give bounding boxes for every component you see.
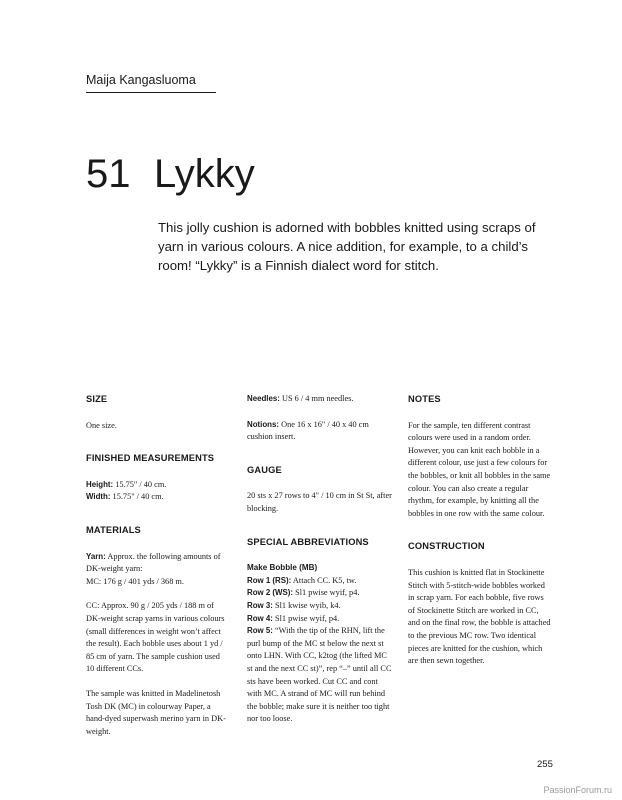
row-label: Row 1 (RS): bbox=[247, 575, 292, 585]
construction-heading: CONSTRUCTION bbox=[408, 541, 485, 552]
watermark: PassionForum.ru bbox=[543, 785, 612, 795]
gauge-text: 20 sts x 27 rows to 4" / 10 cm in St St, after blocking. bbox=[247, 491, 392, 513]
materials-heading: MATERIALS bbox=[86, 524, 141, 535]
row-label: Row 5: bbox=[247, 626, 273, 636]
column-left bbox=[86, 393, 230, 738]
cc-amount: CC: Approx. 90 g / 205 yds / 188 m of DK-weight scrap yarns in various colours (small differences in weight won’t affect the result). Each bobble uses about 1 yd / 85 cm of yarn. The sample cushion used 10 different CCs. bbox=[86, 601, 225, 674]
row-label: Row 2 (WS): bbox=[247, 588, 294, 598]
column-middle bbox=[247, 393, 392, 726]
size-heading: SIZE bbox=[86, 394, 108, 404]
author-name: Maija Kangasluoma bbox=[86, 73, 216, 93]
height-value: 15.75" / 40 cm. bbox=[115, 479, 167, 489]
bobble-row-1 bbox=[247, 575, 392, 588]
yarn-text: Approx. the following amounts of DK-weight yarn: bbox=[86, 551, 221, 574]
size-text: One size. bbox=[86, 420, 117, 430]
abbreviations-heading: SPECIAL ABBREVIATIONS bbox=[247, 536, 369, 547]
width-label: Width: bbox=[86, 492, 111, 502]
needles-label: Needles: bbox=[247, 394, 280, 403]
bobble-row-5 bbox=[247, 625, 392, 726]
needles-text: US 6 / 4 mm needles. bbox=[281, 394, 354, 403]
row-label: Row 3: bbox=[247, 600, 273, 610]
column-right bbox=[408, 393, 552, 668]
notions-label: Notions: bbox=[247, 419, 279, 429]
bobble-row-2 bbox=[247, 587, 392, 600]
yarn-line bbox=[86, 551, 230, 576]
width-line bbox=[86, 491, 230, 504]
sample-yarn: The sample was knitted in Madelinetosh Tosh DK (MC) in colourway Paper, a hand-dyed superwash merino yarn in DK-weight. bbox=[86, 688, 226, 736]
pattern-number: 51 bbox=[86, 152, 131, 196]
notions-text: One 16 x 16" / 40 x 40 cm cushion insert. bbox=[247, 419, 369, 442]
make-bobble-heading: Make Bobble (MB) bbox=[247, 563, 318, 573]
bobble-row-3 bbox=[247, 600, 392, 613]
yarn-label: Yarn: bbox=[86, 551, 106, 561]
height-line bbox=[86, 479, 230, 492]
row-label: Row 4: bbox=[247, 613, 273, 623]
row-text: “With the tip of the RHN, lift the purl bump of the MC st below the next st onto LHN. With CC, k2tog (the lifted MC st and the next CC st)”, rep “–” until all CC sts have been worked. Cut CC and cont with MC. A strand of MC will run behind the bobble; make sure it is neither too tight nor too loose. bbox=[247, 626, 392, 724]
notes-heading: NOTES bbox=[408, 394, 441, 404]
pattern-intro: This jolly cushion is adorned with bobbles knitted using scraps of yarn in various colours. A nice addition, for example, to a child’s room! “Lykky” is a Finnish dialect word for stitch. bbox=[158, 220, 536, 273]
bobble-row-4 bbox=[247, 613, 392, 626]
row-text: Sl1 pwise wyif, p4. bbox=[295, 588, 360, 598]
needles-line bbox=[247, 393, 392, 406]
mc-amount: MC: 176 g / 401 yds / 368 m. bbox=[86, 576, 184, 586]
finished-measurements-heading: FINISHED MEASUREMENTS bbox=[86, 453, 215, 464]
construction-text: This cushion is knitted flat in Stockinette Stitch with 5-stitch-wide bobbles worked in scrap yarn. For each bobble, five rows of Stockinette Stitch are worked in CC, and on the final row, the bobble is attached to the previous MC row. Two identical pieces are knitted for the cushion, which are then sewn together. bbox=[408, 567, 551, 666]
width-value: 15.75" / 40 cm. bbox=[112, 492, 164, 502]
notes-text: For the sample, ten different contrast colours were used in a random order. However, you can knit each bobble in a different colour, use just a few colours for the bobbles, or knit all bobbles in the same colour. You can also create a regular rhythm, for example, by knitting all the bobbles in one row with the same colour. bbox=[408, 420, 551, 518]
pattern-name: Lykky bbox=[154, 152, 255, 196]
row-text: Sl1 kwise wyib, k4. bbox=[274, 600, 341, 610]
height-label: Height: bbox=[86, 479, 114, 489]
gauge-heading: GAUGE bbox=[247, 464, 282, 475]
page-number: 255 bbox=[537, 759, 553, 770]
notions-line bbox=[247, 419, 392, 444]
row-text: Attach CC. K5, tw. bbox=[292, 575, 357, 585]
row-text: Sl1 pwise wyif, p4. bbox=[274, 613, 340, 623]
